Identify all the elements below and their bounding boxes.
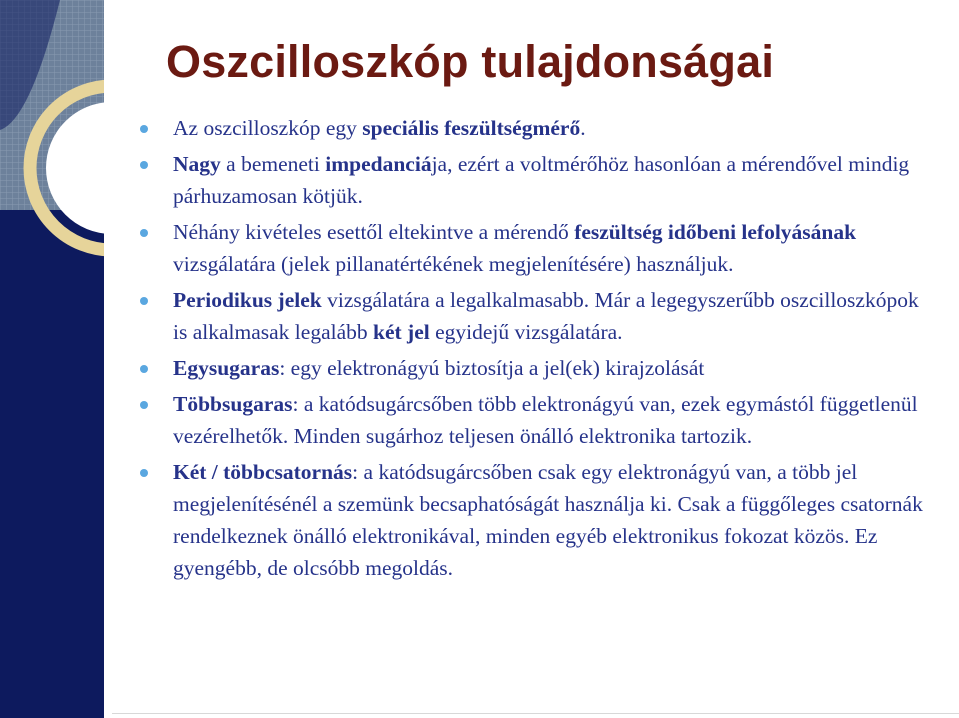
bullet-bold-text: impedanciá: [325, 152, 432, 176]
bullet-bold-text: Nagy: [173, 152, 221, 176]
bullet-item: [140, 456, 930, 584]
bullet-text: Néhány kivételes esettől eltekintve a mérendő: [173, 220, 575, 244]
bullet-text: Az oszcilloszkóp egy: [173, 116, 363, 140]
bullet-item: [140, 352, 930, 384]
bullet-dot-icon: [140, 125, 148, 133]
bullet-text: a bemeneti: [220, 152, 326, 176]
bullet-bold-text: feszültség időbeni lefolyásának: [574, 220, 857, 244]
page-title: Oszcilloszkóp tulajdonságai: [166, 36, 775, 87]
bottom-divider: [112, 713, 959, 714]
bullet-list: [140, 112, 930, 588]
bullet-text: ja, ezért a voltmérőhöz hasonlóan a mérendővel mindig párhuzamosan kötjük.: [173, 152, 910, 208]
bullet-dot-icon: [140, 297, 148, 305]
bullet-text: vizsgálatára a legalkalmasabb. Már a legegyszerűbb oszcilloszkópok is alkalmasak legalább: [173, 288, 919, 344]
bullet-dot-icon: [140, 229, 148, 237]
bullet-bold-text: Többsugaras: [173, 392, 293, 416]
bullet-bold-text: két jel: [373, 320, 430, 344]
bullet-text: vizsgálatára (jelek pillanatértékének megjelenítésére) használjuk.: [173, 252, 734, 276]
bullet-item: [140, 112, 930, 144]
bullet-bold-text: speciális feszültségmérő: [362, 116, 581, 140]
bullet-bold-text: Két / többcsatornás: [173, 460, 353, 484]
bullet-bold-text: Egysugaras: [173, 356, 280, 380]
bullet-text: : a katódsugárcsőben csak egy elektronágyú van, a több jel megjelenítésénél a szemünk becsaphatóságát használja ki. Csak a függőleges csatornák rendelkeznek önálló elektronikával, minden egyéb elektronikus fokozat közös. Ez gyengébb, de olcsóbb megoldás.: [173, 460, 923, 580]
bullet-dot-icon: [140, 401, 148, 409]
bullet-item: [140, 148, 930, 212]
bullet-text: : egy elektronágyú biztosítja a jel(ek) kirajzolását: [279, 356, 705, 380]
bullet-dot-icon: [140, 469, 148, 477]
bullet-bold-text: Periodikus jelek: [173, 288, 322, 312]
bullet-item: [140, 216, 930, 280]
bullet-dot-icon: [140, 365, 148, 373]
bullet-item: [140, 388, 930, 452]
bullet-dot-icon: [140, 161, 148, 169]
bullet-text: egyidejű vizsgálatára.: [429, 320, 623, 344]
bullet-text: .: [580, 116, 586, 140]
bullet-text: : a katódsugárcsőben több elektronágyú van, ezek egymástól függetlenül vezérelhetők. Minden sugárhoz teljesen önálló elektronika tartozik.: [173, 392, 918, 448]
bullet-item: [140, 284, 930, 348]
sidebar-decoration: [0, 0, 112, 718]
